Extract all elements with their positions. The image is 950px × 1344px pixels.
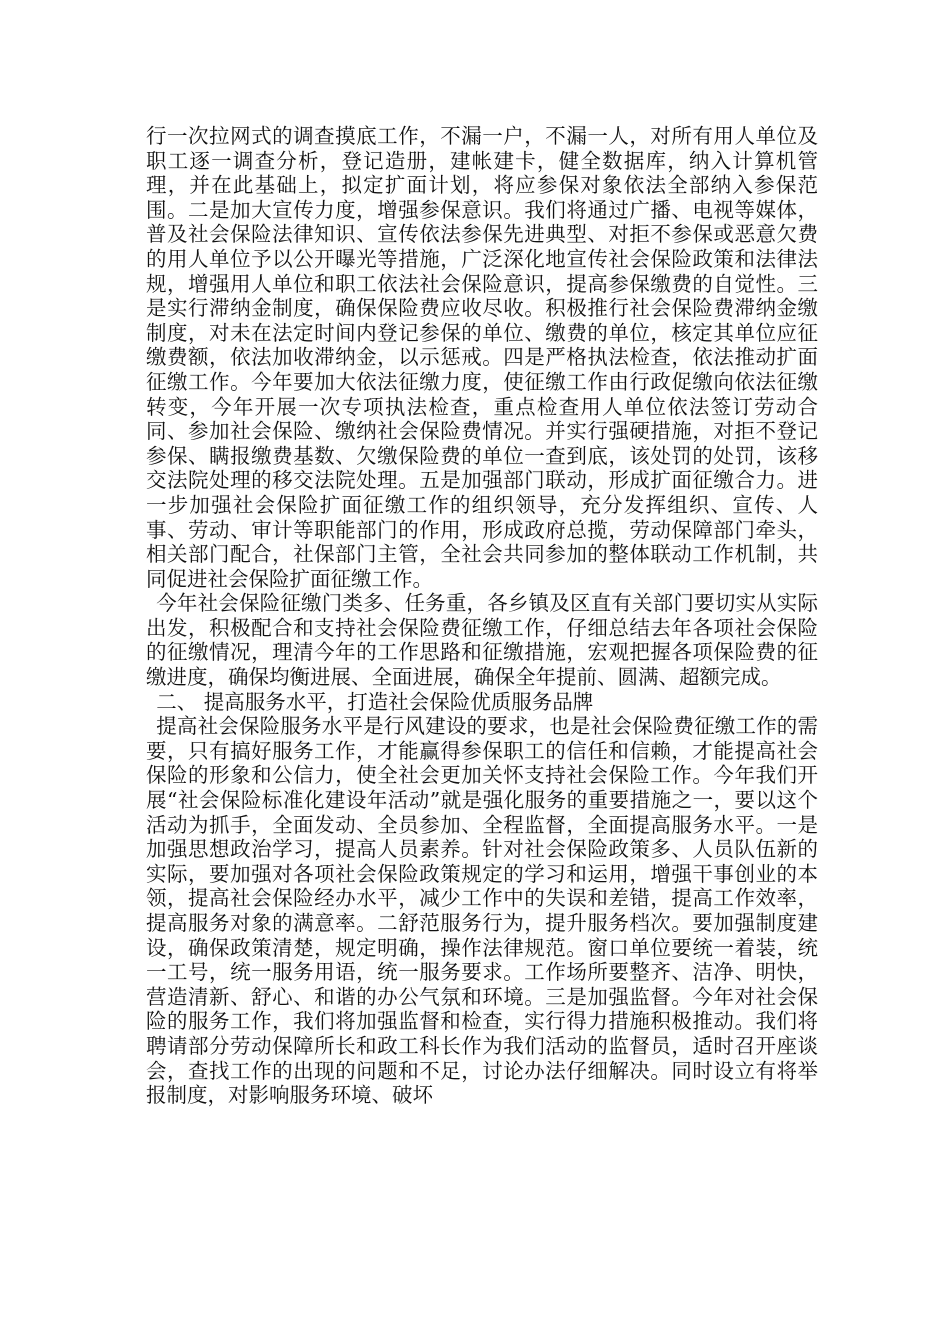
document-page xyxy=(146,124,818,1108)
paragraph-collection-tasks: 今年社会保险征缴门类多、任务重，各乡镇及区直有关部门要切实从实际出发，积极配合和支持社会保险费征缴工作，仔细总结去年各项社会保险的征缴情况，理清今年的工作思路和征缴措施，宏观把握各项保险费的征缴进度，确保均衡进展、全面进展，确保全年提前、圆满、超额完成。 xyxy=(146,591,818,690)
paragraph-service-improvement: 提高社会保险服务水平是行风建设的要求，也是社会保险费征缴工作的需要，只有搞好服务工作，才能赢得参保职工的信任和信赖，才能提高社会保险的形象和公信力，使全社会更加关怀支持社会保险工作。今年我们开展“社会保险标准化建设年活动”就是强化服务的重要措施之一，要以这个活动为抓手，全面发动、全员参加、全程监督，全面提高服务水平。一是加强思想政治学习，提高人员素养。针对社会保险政策多、人员队伍新的实际，要加强对各项社会保险政策规定的学习和运用，增强干事创业的本领，提高社会保险经办水平，减少工作中的失误和差错，提高工作效率，提高服务对象的满意率。二舒范服务行为，提升服务档次。要加强制度建设，确保政策清楚，规定明确，操作法律规范。窗口单位要统一着装，统一工号，统一服务用语，统一服务要求。工作场所要整齐、洁净、明快，营造清新、舒心、和谐的办公气氛和环境。三是加强监督。今年对社会保险的服务工作，我们将加强监督和检查，实行得力措施积极推动。我们将聘请部分劳动保障所长和政工科长作为我们活动的监督员，适时召开座谈会，查找工作的出现的问题和不足，讨论办法仔细解决。同时设立有将举报制度，对影响服务环境、破坏 xyxy=(146,714,818,1108)
section-heading-service-level: 二、 提高服务水平，打造社会保险优质服务品牌 xyxy=(156,689,594,714)
paragraph-expansion-measures: 行一次拉网式的调查摸底工作，不漏一户，不漏一人，对所有用人单位及职工逐一调查分析，登记造册，建帐建卡，健全数据库，纳入计算机管理，并在此基础上，拟定扩面计划，将应参保对象依法全部纳入参保范围。二是加大宣传力度，增强参保意识。我们将通过广播、电视等媒体，普及社会保险法律知识、宣传依法参保先进典型、对拒不参保或恶意欠费的用人单位予以公开曝光等措施，广泛深化地宣传社会保险政策和法律法规，增强用人单位和职工依法社会保险意识，提高参保缴费的自觉性。三是实行滞纳金制度，确保保险费应收尽收。积极推行社会保险费滞纳金缴制度，对未在法定时间内登记参保的单位、缴费的单位，核定其单位应征缴费额，依法加收滞纳金，以示惩戒。四是严格执法检查，依法推动扩面征缴工作。今年要加大依法征缴力度，使征缴工作由行政促缴向依法征缴转变，今年开展一次专项执法检查，重点检查用人单位依法签订劳动合同、参加社会保险、缴纳社会保险费情况。并实行强硬措施，对拒不登记参保、瞒报缴费基数、欠缴保险费的单位一查到底，该处罚的处罚，该移交法院处理的移交法院处理。五是加强部门联动，形成扩面征缴合力。进一步加强社会保险扩面征缴工作的组织领导，充分发挥组织、宣传、人事、劳动、审计等职能部门的作用，形成政府总揽，劳动保障部门牵头，相关部门配合，社保部门主管，全社会共同参加的整体联动工作机制，共同促进社会保险扩面征缴工作。 xyxy=(146,124,818,591)
